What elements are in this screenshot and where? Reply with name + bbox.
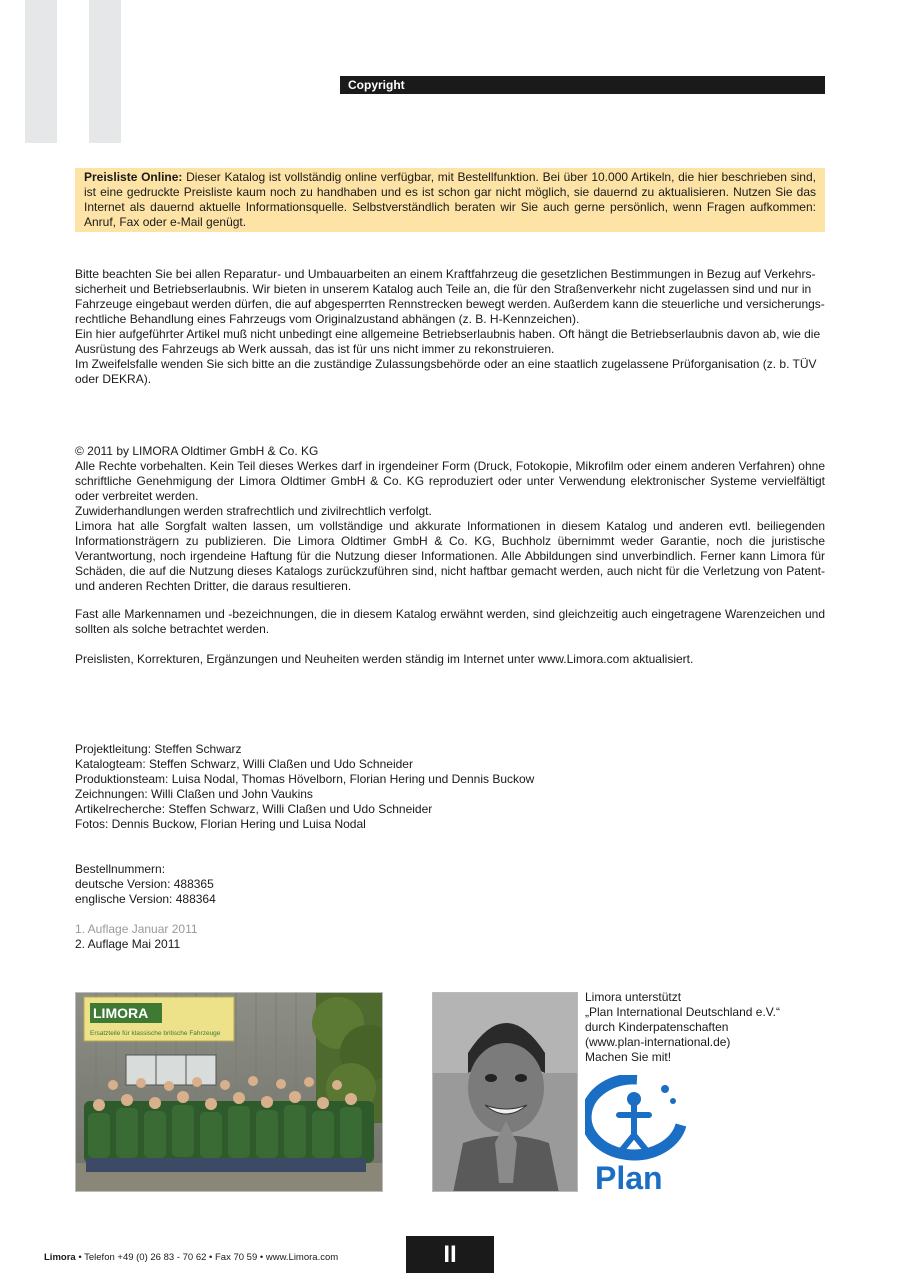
copyright-block <box>75 444 825 594</box>
copyright-line: © 2011 by LIMORA Oldtimer GmbH & Co. KG <box>75 444 319 458</box>
section-title: Copyright <box>340 76 825 94</box>
disclaimer: Limora hat alle Sorgfalt walten lassen, um vollständige und akkurate Informationen in diesem Katalog und anderen evtl. beiliegenden Informationsträgern zu publizieren. Die Limora Oldtimer GmbH & Co. KG, Buchholz übernimmt weder Garantie, noch die juristische Verantwortung, noch irgendeine Haftung für die Nutzung dieser Informationen. Alle Abbildungen sind unverbindlich. Ferner kann Limora für Schäden, die auf die Nutzung dieses Katalogs zurückzuführen sind, nicht haftbar gemacht werden, auch nicht für die Verletzung von Patent- und anderen Rechten Dritter, die daraus resultieren. <box>75 519 825 593</box>
child-photo-illustration <box>433 993 578 1192</box>
order-de: deutsche Version: 488365 <box>75 877 214 891</box>
plan-line: Machen Sie mit! <box>585 1050 672 1064</box>
plan-line: (www.plan-international.de) <box>585 1035 731 1049</box>
credit-line: Artikelrecherche: Steffen Schwarz, Willi Claßen und Udo Schneider <box>75 802 433 816</box>
footer-brand: Limora <box>44 1252 76 1263</box>
plan-line: Limora unterstützt <box>585 990 682 1004</box>
sign-subtitle: Ersatzteile für klassische britische Fahrzeuge <box>90 1030 221 1037</box>
editions <box>75 922 825 952</box>
credit-line: Zeichnungen: Willi Claßen und John Vaukins <box>75 787 313 801</box>
order-en: englische Version: 488364 <box>75 892 216 906</box>
notice-text: Dieser Katalog ist vollständig online verfügbar, mit Bestellfunktion. Bei über 10.000 Artikeln, die hier beschrieben sind, ist eine gedruckte Preisliste kaum noch zu handhaben und es ist schon gar nicht möglich, sie dauernd zu aktualisieren. Nutzen Sie das Internet als dauernd aktuelle Informationsquelle. Selbstverständlich beraten wir Sie auch gerne persönlich, wenn Fragen aufkommen: Anruf, Fax oder e-Mail genügt. <box>84 170 816 229</box>
credit-line: Fotos: Dennis Buckow, Florian Hering und Luisa Nodal <box>75 817 366 831</box>
plan-support-text <box>585 990 825 1065</box>
rights-reserved: Alle Rechte vorbehalten. Kein Teil dieses Werkes darf in irgendeiner Form (Druck, Fotokopie, Mikrofilm oder einem anderen Verfahren) ohne schriftliche Genehmigung der Limora Oldtimer GmbH & Co. KG reproduziert oder unter Verwendung elektronischer Systeme vervielfältigt oder verbreitet werden. <box>75 459 825 503</box>
team-photo-illustration <box>76 993 383 1192</box>
child-photo <box>432 992 578 1192</box>
violations-note: Zuwiderhandlungen werden strafrechtlich und zivilrechtlich verfolgt. <box>75 504 432 518</box>
order-title: Bestellnummern: <box>75 862 166 876</box>
decorative-bar-left <box>25 0 57 143</box>
plan-line: durch Kinderpatenschaften <box>585 1020 729 1034</box>
plan-line: „Plan International Deutschland e.V.“ <box>585 1005 781 1019</box>
updates-note: Preislisten, Korrekturen, Ergänzungen und Neuheiten werden ständig im Internet unter www.Limora.com aktualisiert. <box>75 652 694 666</box>
edition-first: 1. Auflage Januar 2011 <box>75 922 198 936</box>
footer-contact-details: • Telefon +49 (0) 26 83 - 70 62 • Fax 70 59 • www.Limora.com <box>75 1252 339 1263</box>
credit-line: Projektleitung: Steffen Schwarz <box>75 742 242 756</box>
legal-paragraph: Ein hier aufgeführter Artikel muß nicht unbedingt eine allgemeine Betriebserlaubnis haben. Oft hängt die Betriebserlaubnis davon ab, wie die Ausrüstung des Fahrzeugs ab Werk aussah, das ist für uns nicht immer zu rekonstruieren. <box>75 327 821 356</box>
notice-label: Preisliste Online: <box>84 170 183 184</box>
online-pricelist-notice <box>75 168 825 232</box>
sign-title: LIMORA <box>93 1005 149 1021</box>
edition-second: 2. Auflage Mai 2011 <box>75 937 181 951</box>
plan-logo-text: Plan <box>595 1160 663 1195</box>
order-numbers <box>75 862 825 907</box>
credits-list <box>75 742 825 832</box>
legal-notes <box>75 267 825 387</box>
plan-logo <box>585 1075 695 1195</box>
page-number: II <box>406 1236 494 1273</box>
legal-paragraph: Bitte beachten Sie bei allen Reparatur- und Umbauarbeiten an einem Kraftfahrzeug die gesetzlichen Bestimmungen in Bezug auf Verkehrs-sicherheit und Betriebserlaubnis. Wir bieten in unserem Katalog auch Teile an, die für den Straßenverkehr nicht zugelassen sind und nur in Fahrzeuge eingebaut werden dürfen, die auf abgesperrten Rennstrecken bewegt werden. Außerdem kann die steuerliche und versicherungs-rechtliche Behandlung eines Fahrzeugs vom Originalzustand abhängen (z. B. H-Kennzeichen). <box>75 267 825 326</box>
decorative-bar-right <box>89 0 121 143</box>
plan-logo-icon <box>585 1075 695 1195</box>
footer-contact <box>44 1252 338 1263</box>
team-photo <box>75 992 383 1192</box>
credit-line: Katalogteam: Steffen Schwarz, Willi Claßen und Udo Schneider <box>75 757 413 771</box>
credit-line: Produktionsteam: Luisa Nodal, Thomas Hövelborn, Florian Hering und Dennis Buckow <box>75 772 535 786</box>
trademarks-note: Fast alle Markennamen und -bezeichnungen, die in diesem Katalog erwähnt werden, sind gleichzeitig auch eingetragene Warenzeichen und sollten als solche betrachtet werden. <box>75 607 825 636</box>
legal-paragraph: Im Zweifelsfalle wenden Sie sich bitte an die zuständige Zulassungsbehörde oder an eine staatlich zugelassene Prüforganisation (z. b. TÜV oder DEKRA). <box>75 357 817 386</box>
